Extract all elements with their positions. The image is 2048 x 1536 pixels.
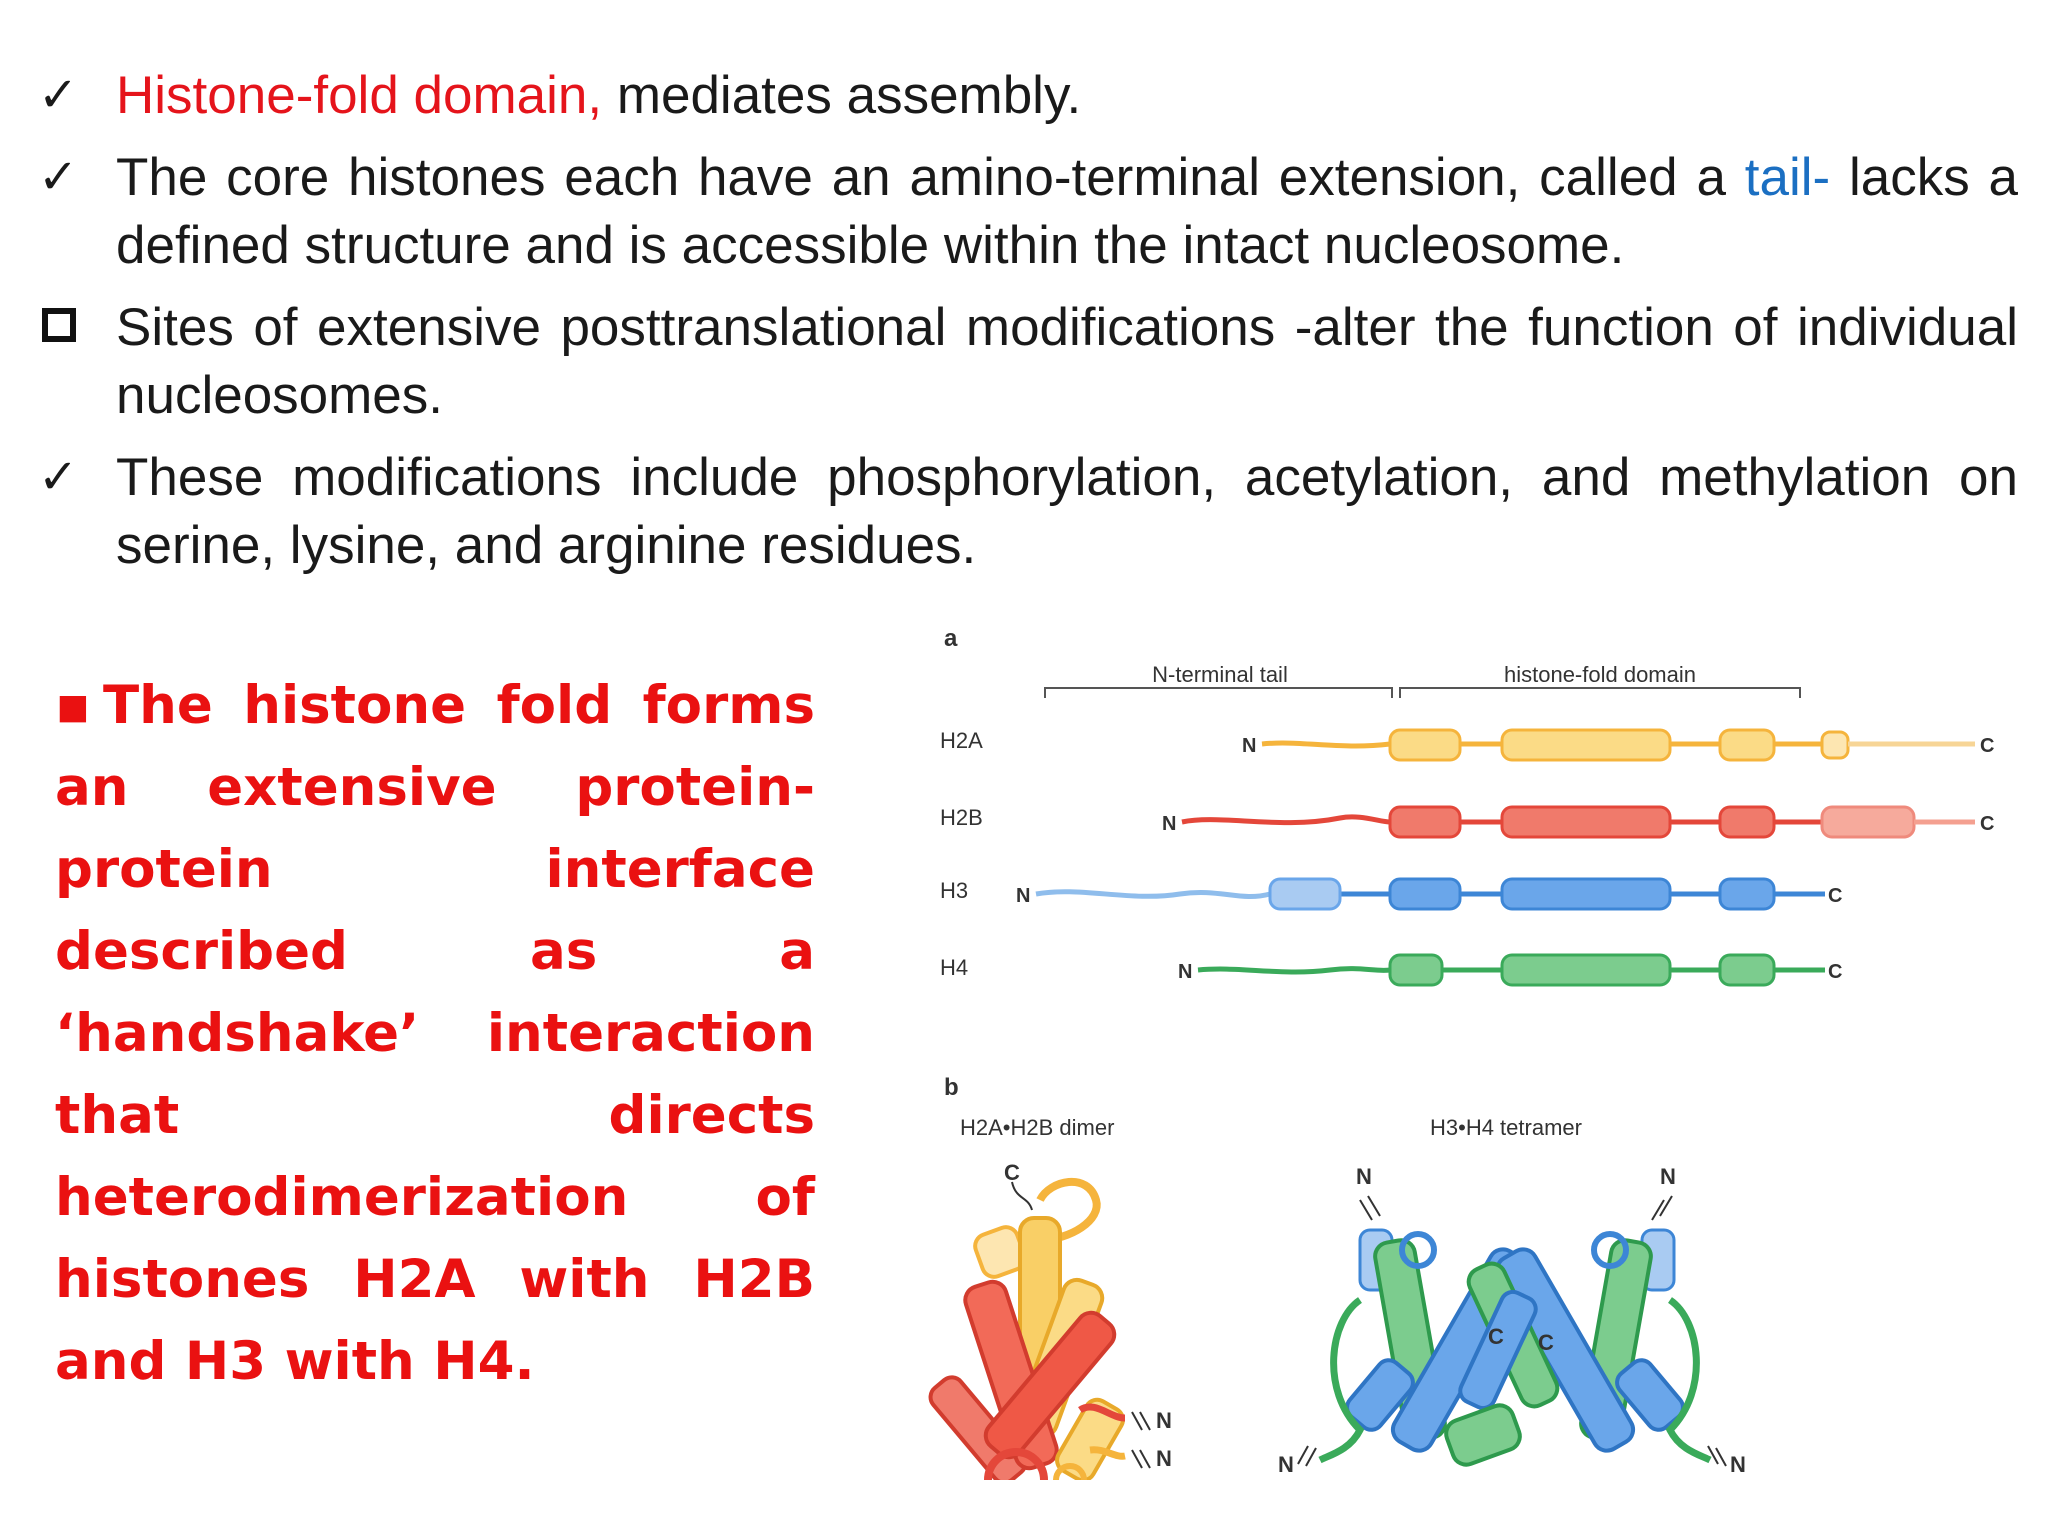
bracket-label-fold: histone-fold domain [1503, 662, 1697, 687]
bullet-text: mediates assembly. [602, 66, 1082, 125]
h3-row [940, 878, 1842, 909]
bullet-text: These modifications include phosphorylation, acetylation, and methylation on serine, lysine, and arginine residues. [116, 448, 2018, 575]
n-terminal-bracket [1045, 688, 1800, 698]
histone-figure [920, 600, 2020, 1480]
handshake-paragraph [55, 665, 815, 1403]
tetramer-c-label-1: C [1488, 1324, 1504, 1349]
bullet-modifications [38, 444, 2018, 580]
bullet-modification-sites [38, 294, 2018, 430]
bullet-text: Sites of extensive posttranslational modifications -alter the function of individual nucleosomes. [116, 298, 2018, 425]
bullet-highlight-tail: tail- [1744, 148, 1831, 207]
checkmark-icon: ✓ [38, 151, 79, 204]
bullet-core-histones [38, 144, 2018, 280]
bracket-label-tail: N-terminal tail [1152, 662, 1288, 687]
square-bullet-icon: ▪ [55, 675, 103, 736]
dimer-n-label-1: N [1156, 1408, 1172, 1433]
h4-row [940, 955, 1842, 985]
dimer-n-label-2: N [1156, 1446, 1172, 1471]
h2b-n-label: N [1162, 813, 1177, 835]
checkmark-icon: ✓ [38, 69, 79, 122]
bullet-list [38, 62, 2018, 594]
h3-h4-tetramer-structure [1278, 1164, 1746, 1477]
h3-n-label: N [1016, 885, 1031, 907]
h3-c-label: C [1828, 885, 1843, 907]
h2a-c-label: C [1980, 735, 1995, 757]
panel-a-label: a [944, 625, 958, 652]
h2b-label: H2B [940, 805, 983, 830]
h4-label: H4 [940, 955, 969, 980]
bullet-highlight: Histone-fold domain, [116, 66, 603, 125]
tetramer-c-label-2: C [1538, 1330, 1554, 1355]
tetramer-title: H3•H4 tetramer [1430, 1115, 1582, 1140]
tetramer-n-label-2: N [1660, 1164, 1676, 1189]
h2b-row [940, 805, 1994, 837]
h2a-label: H2A [940, 728, 983, 753]
panel-b-label: b [944, 1074, 959, 1101]
h4-n-label: N [1178, 961, 1193, 983]
tetramer-n-label-3: N [1278, 1452, 1294, 1477]
h2a-n-label: N [1242, 735, 1257, 757]
h4-c-label: C [1828, 961, 1843, 983]
bullet-text: The core histones each have an amino-terminal extension, called a [116, 148, 1745, 207]
handshake-text: The histone fold forms an extensive protein-protein interface described as a ‘handshake’ interaction that directs heterodimerization of histones H2A with H2B and H3 with H4. [55, 675, 815, 1392]
h2a-h2b-dimer-structure [926, 1160, 1172, 1480]
dimer-c-label: C [1004, 1160, 1020, 1185]
tetramer-n-label-4: N [1730, 1452, 1746, 1477]
square-bullet-icon [42, 308, 76, 342]
h2b-c-label: C [1980, 813, 1995, 835]
h2a-row [940, 728, 1994, 760]
tetramer-n-label-1: N [1356, 1164, 1372, 1189]
bullet-histone-fold [38, 62, 2018, 130]
h3-label: H3 [940, 878, 969, 903]
checkmark-icon: ✓ [38, 451, 79, 504]
dimer-title: H2A•H2B dimer [960, 1115, 1115, 1140]
bullet-text-cont: lacks a defined structure and is accessible within the intact nucleosome. [116, 148, 2018, 275]
